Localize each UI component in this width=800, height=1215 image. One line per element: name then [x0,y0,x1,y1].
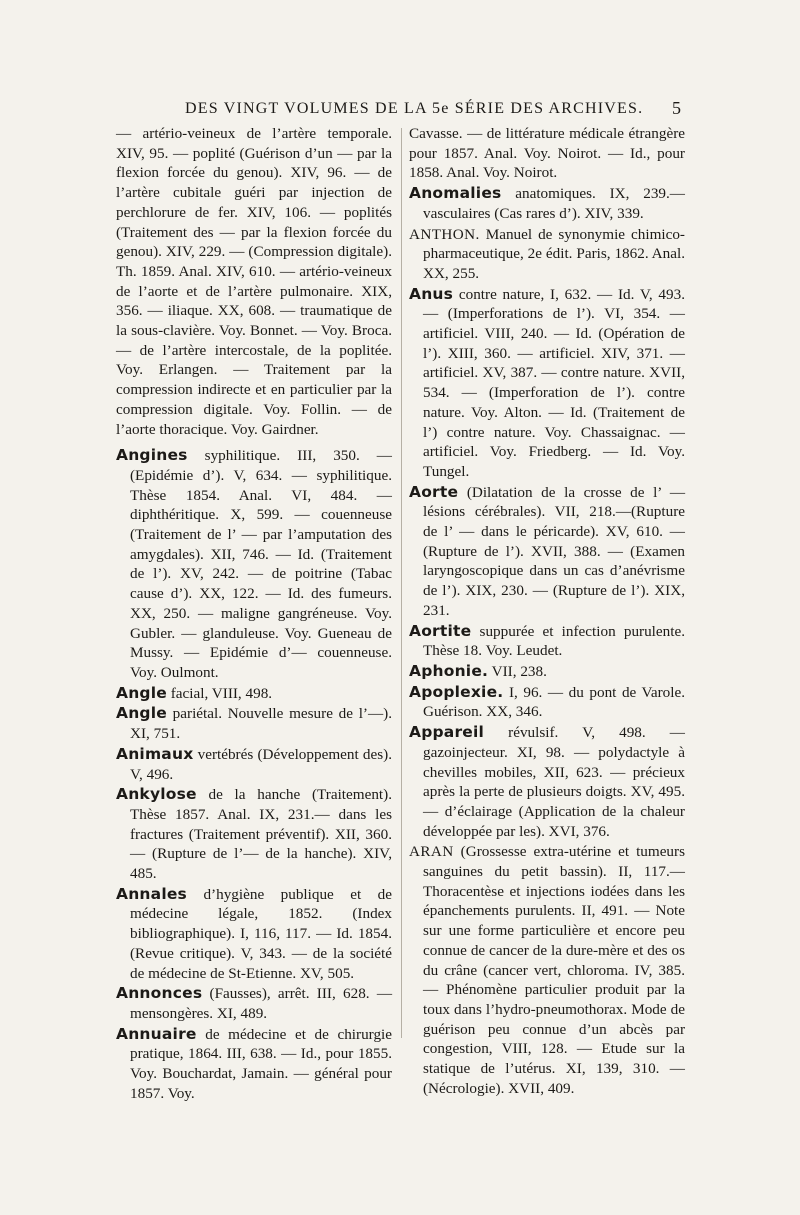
entry-text: (Grossesse extra-utérine et tumeurs sanguines du petit bassin). II, 117.— Thoracentèse et injections iodées dans les épanchements purulents. II, 491. — Note sur une forme particulière et encore peu connue de cancer de la dure-mère et des os du crâne (cancer vert, chloroma. IV, 385. — Phénomène particulier produit par la toux dans l’hydro-pneumothorax. Mode de guérison peu connue d’un abcès par congestion, VIII, 128. — Etude sur la statique de l’utérus. XI, 139, 310. — (Nécrologie). XVII, 409. [423,843,685,1097]
entry-text: de médecine et de chirurgie pratique, 1864. III, 638. — Id., pour 1855. Voy. Bouchardat, Jamain. — général pour 1857. Voy. [130,1025,393,1102]
left-column [116,124,392,1104]
entry-headword: Ankylose [116,785,197,804]
index-entry [409,225,685,284]
entry-headword: Appareil [409,723,485,742]
entry-text: Cavasse. — de littérature médicale étrangère pour 1857. Anal. Voy. Noirot. — Id., pour 1858. Anal. Voy. Noirot. [409,125,685,182]
index-entry [409,723,685,841]
entry-headword: Anomalies [409,184,502,203]
entry-text: révulsif. V, 498. — gazoinjecteur. XI, 98. — polydactyle à chevilles mobiles, XII, 623. — précieux après la perte de plusieurs doigts. XV, 495. — d’éclairage (Application de la chaleur développée par les). XVI, 376. [423,724,685,840]
entry-text: syphilitique. III, 350. — (Epidémie d’). V, 634. — syphilitique. Thèse 1854. Anal. VI, 484. — diphthéritique. X, 599. — couenneuse (Traitement de l’ — par l’amputation des amygdales). XII, 746. — Id. (Traitement de l’). XV, 242. — de poitrine (Tabac cause d’). XX, 122. — Id. des fumeurs. XX, 250. — maligne gangréneuse. Voy. Gubler. — glanduleuse. Voy. Gueneau de Mussy. — Epidémie d’— couenneuse. Voy. Oulmont. [130,447,392,681]
index-entry [116,1025,392,1104]
entry-text: — artério-veineux de l’artère temporale. XIV, 95. — poplité (Guérison d’un — par la flexion forcée du genou). XIV, 96. — de l’artère cubitale guéri par injection de perchlorure de fer. XIV, 106. — poplités (Traitement des — par la flexion forcée du genou). XIV, 229. — (Compression digitale). Th. 1859. Anal. XIV, 610. — artério-veineux de l’aorte et de l’artère pulmonaire. XIX, 356. — iliaque. XX, 608. — traumatique de la sous-clavière. Voy. Bonnet. — Voy. Broca. — de l’artère intercostale, de la poplitée. Voy. Erlangen. — Traitement par la compression indirecte et en particulier par la compression digitale. Voy. Follin. — de l’aorte thoracique. Voy. Gairdner. [116,125,392,438]
entry-headword: Aorte [409,482,459,501]
entry-headword: Animaux [116,744,194,763]
entry-headword: Annuaire [116,1024,197,1043]
index-entry [116,885,392,984]
entry-text: anatomiques. IX, 239.— vasculaires (Cas rares d’). XIV, 339. [423,185,685,222]
entry-text: facial, VIII, 498. [170,684,273,702]
index-entry [116,124,392,439]
index-entry [116,704,392,743]
entry-author-name: ARAN [409,843,454,861]
column-divider [401,128,402,1038]
entry-headword: Apoplexie. [409,682,504,701]
entry-headword: Anus [409,284,454,303]
entry-headword: Annales [116,884,187,903]
entry-headword: Aphonie. [409,661,489,680]
entry-text: contre nature, I, 632. — Id. V, 493. — (Imperforations de l’). VI, 354. — artificiel. VIII, 240. — Id. (Opération de l’). XIII, 360. — artificiel. XIV, 371. — artificiel. XV, 387. — contre nature. XVII, 534. — (Imperforation de l’). contre nature. Voy. Alton. — Id. (Traitement de l’) contre nature. Voy. Chassaignac. — artificiel. Voy. Friedberg. — Id. Voy. Tungel. [423,285,686,480]
right-column [409,124,685,1099]
index-entry [116,684,392,704]
entry-text: vertébrés (Développement des). V, 496. [130,745,393,783]
index-entry [116,984,392,1023]
entry-text: suppurée et infection purulente. Thèse 18. Voy. Leudet. [423,622,685,660]
entry-headword: Angines [116,446,188,465]
entry-text: de la hanche (Traitement). Thèse 1857. Anal. IX, 231.— dans les fractures (Traitement préventif). XII, 360. — (Rupture de l’— de la hanche). XIV, 485. [130,786,392,883]
entry-text: (Fausses), arrêt. III, 628. — mensongères. XI, 489. [130,985,393,1022]
entry-text: d’hygiène publique et de médecine légale, 1852. (Index bibliographique). I, 116, 117. — Id. 1854. (Revue critique). V, 343. — de la société de médecine de St-Etienne. XV, 505. [130,885,393,982]
index-entry [409,124,685,183]
index-entry [116,785,392,884]
page-number: 5 [672,98,683,118]
index-entry [116,446,392,682]
index-entry [409,483,685,621]
index-entry [409,842,685,1098]
index-entry [409,285,685,482]
index-entry [409,662,685,682]
entry-text: VII, 238. [491,662,547,680]
entry-text: I, 96. — du pont de Varole. Guérison. XX, 346. [423,683,685,721]
entry-text: Manuel de synonymie chimico-pharmaceutique, 2e édit. Paris, 1862. Anal. XX, 255. [423,225,685,282]
entry-headword: Angle [116,683,167,702]
index-entry [116,745,392,784]
entry-headword: Angle [116,704,167,723]
entry-text: pariétal. Nouvelle mesure de l’—). XI, 751. [130,705,393,743]
entry-headword: Aortite [409,621,472,640]
entry-author-name: ANTHON. [409,225,480,243]
header-title: DES VINGT VOLUMES DE LA 5e SÉRIE DES ARCHIVES. [185,100,644,117]
index-entry [409,683,685,722]
entry-headword: Annonces [116,984,203,1003]
entry-text: (Dilatation de la crosse de l’ — lésions cérébrales). VII, 218.—(Rupture de l’ — dans le péricarde). XV, 610. — (Rupture de l’). XVII, 388. — (Examen laryngoscopique dans un cas d’anévrisme de l’). XIX, 230. — (Rupture de l’). XIX, 231. [423,483,686,619]
index-entry [409,184,685,223]
index-entry [409,622,685,661]
